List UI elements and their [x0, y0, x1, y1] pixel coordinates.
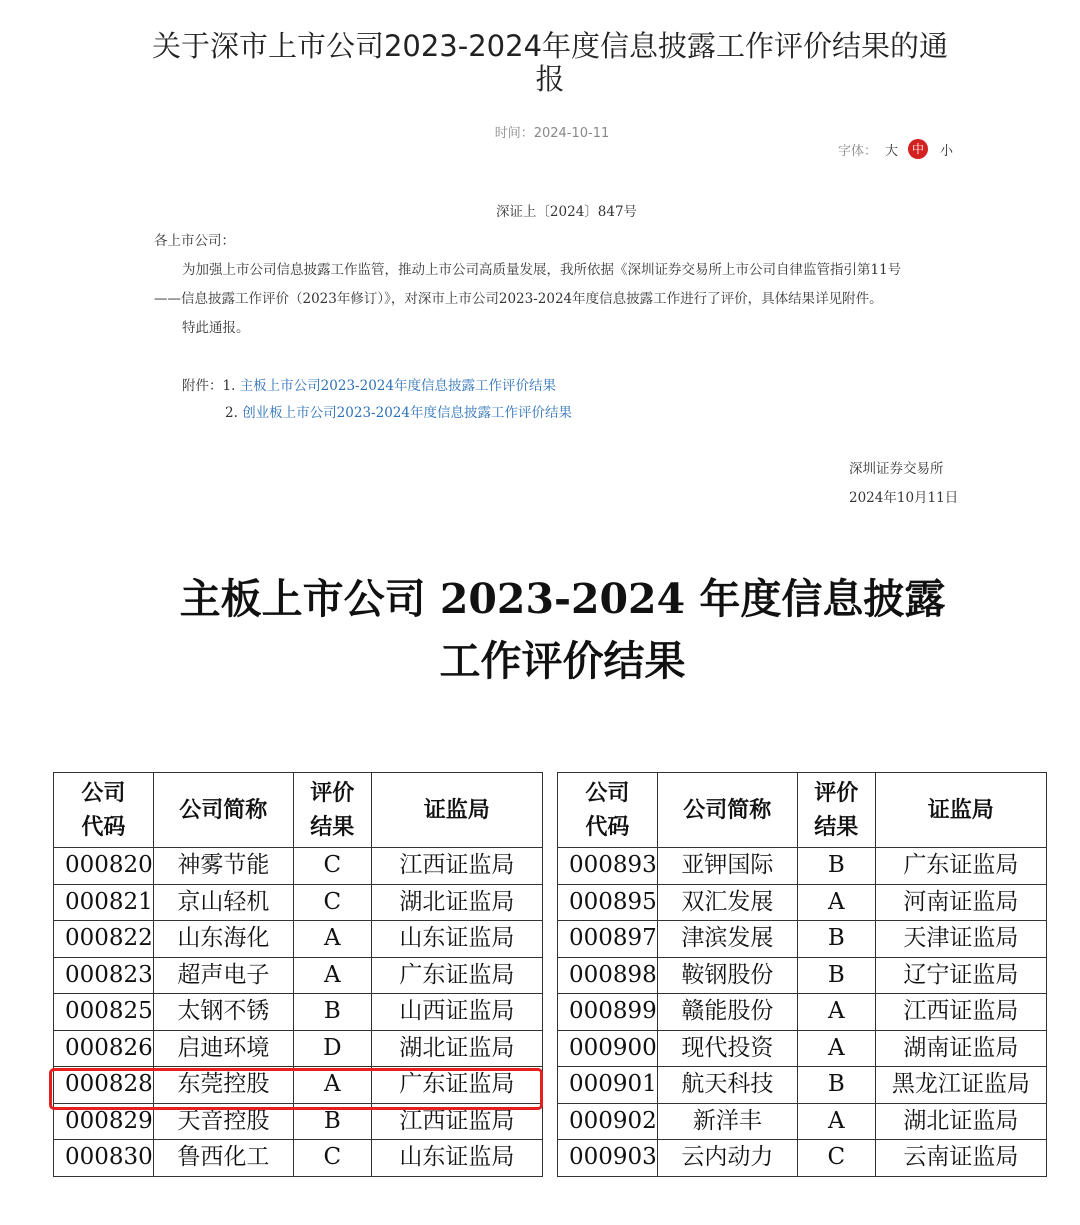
- cell-code: 000897: [558, 921, 658, 958]
- table-row: [558, 994, 1047, 1031]
- cell-name: 超声电子: [153, 957, 293, 994]
- salutation: 各上市公司：: [154, 233, 235, 249]
- cell-rating: A: [797, 1103, 875, 1140]
- cell-rating: B: [797, 1067, 875, 1104]
- cell-bureau: 湖北证监局: [371, 1030, 542, 1067]
- table-row: [54, 921, 543, 958]
- cell-name: 现代投资: [657, 1030, 797, 1067]
- cell-bureau: 云南证监局: [875, 1140, 1046, 1177]
- cell-code: 000821: [54, 884, 154, 921]
- cell-rating: B: [797, 848, 875, 885]
- font-size-medium-option[interactable]: 中: [908, 139, 928, 159]
- font-size-label: 字体：: [838, 143, 878, 159]
- cell-rating: C: [797, 1140, 875, 1177]
- cell-rating: C: [293, 1140, 371, 1177]
- header-rating: 评价 结果: [293, 773, 371, 848]
- cell-bureau: 江西证监局: [875, 994, 1046, 1031]
- font-size-large-option[interactable]: 大: [885, 143, 899, 159]
- signature-date: 2024年10月11日: [849, 490, 959, 506]
- cell-name: 太钢不锈: [153, 994, 293, 1031]
- highlight-annotation-box: [49, 1068, 543, 1110]
- cell-bureau: 湖北证监局: [875, 1103, 1046, 1140]
- attachment-item-2: [225, 401, 572, 421]
- cell-code: 000823: [54, 957, 154, 994]
- cell-code: 000895: [558, 884, 658, 921]
- cell-name: 赣能股份: [657, 994, 797, 1031]
- cell-name: 航天科技: [657, 1067, 797, 1104]
- cell-bureau: 山东证监局: [371, 1140, 542, 1177]
- table-row: [54, 848, 543, 885]
- table-row: [54, 1140, 543, 1177]
- cell-name: 神雾节能: [153, 848, 293, 885]
- table-row: [54, 1030, 543, 1067]
- cell-bureau: 天津证监局: [875, 921, 1046, 958]
- table-row: [54, 994, 543, 1031]
- attachment-index-2: 2.: [225, 405, 238, 421]
- cell-name: 鞍钢股份: [657, 957, 797, 994]
- cell-code: 000903: [558, 1140, 658, 1177]
- cell-bureau: 辽宁证监局: [875, 957, 1046, 994]
- header-name: 公司简称: [657, 773, 797, 848]
- page-cutoff: [0, 1190, 1080, 1225]
- header-code: 公司 代码: [54, 773, 154, 848]
- cell-rating: B: [293, 994, 371, 1031]
- cell-code: 000830: [54, 1140, 154, 1177]
- cell-bureau: 广东证监局: [371, 957, 542, 994]
- header-bureau: 证监局: [371, 773, 542, 848]
- body-paragraph-line-1: 为加强上市公司信息披露工作监管，推动上市公司高质量发展，我所依据《深圳证券交易所上市公司自律监管指引第11号: [182, 262, 902, 278]
- table-row: [558, 848, 1047, 885]
- cell-code: 000829: [54, 1103, 154, 1140]
- table-row: [558, 1030, 1047, 1067]
- table-row: [558, 884, 1047, 921]
- cell-bureau: 湖北证监局: [371, 884, 542, 921]
- publish-time-label: 时间：: [494, 126, 534, 141]
- cell-rating: B: [797, 921, 875, 958]
- signature-organization: 深圳证券交易所: [849, 461, 944, 477]
- attachments-label: 附件：: [182, 378, 223, 394]
- cell-code: 000902: [558, 1103, 658, 1140]
- header-code: 公司 代码: [558, 773, 658, 848]
- notice-title: 关于深市上市公司2023-2024年度信息披露工作评价结果的通报: [151, 29, 949, 96]
- cell-rating: C: [293, 884, 371, 921]
- table-row: [54, 957, 543, 994]
- result-document-title: [0, 568, 1080, 692]
- closing-remark: 特此通报。: [182, 320, 250, 336]
- cell-rating: A: [293, 957, 371, 994]
- cell-bureau: 黑龙江证监局: [875, 1067, 1046, 1104]
- cell-bureau: 湖南证监局: [875, 1030, 1046, 1067]
- cell-name: 新洋丰: [657, 1103, 797, 1140]
- cell-name: 启迪环境: [153, 1030, 293, 1067]
- cell-code: 000899: [558, 994, 658, 1031]
- table-header-row: [558, 773, 1047, 848]
- cell-name: 东莞控股: [153, 1067, 293, 1104]
- cell-rating: D: [293, 1030, 371, 1067]
- publish-time-value: 2024-10-11: [533, 126, 610, 141]
- cell-rating: A: [293, 921, 371, 958]
- cell-name: 天音控股: [153, 1103, 293, 1140]
- cell-rating: A: [797, 884, 875, 921]
- cell-name: 津滨发展: [657, 921, 797, 958]
- cell-rating: B: [293, 1103, 371, 1140]
- cell-name: 亚钾国际: [657, 848, 797, 885]
- cell-code: 000901: [558, 1067, 658, 1104]
- table-row: [558, 1103, 1047, 1140]
- font-size-control: [838, 138, 953, 160]
- table-row: [558, 957, 1047, 994]
- result-title-line-1: 主板上市公司 2023-2024 年度信息披露: [179, 575, 946, 623]
- cell-name: 双汇发展: [657, 884, 797, 921]
- header-bureau: 证监局: [875, 773, 1046, 848]
- cell-bureau: 山东证监局: [371, 921, 542, 958]
- cell-code: 000825: [54, 994, 154, 1031]
- result-title-line-2: 工作评价结果: [439, 637, 686, 685]
- cell-name: 京山轻机: [153, 884, 293, 921]
- cell-rating: A: [797, 994, 875, 1031]
- table-header-row: [54, 773, 543, 848]
- attachment-link-main-board[interactable]: 主板上市公司2023-2024年度信息披露工作评价结果: [239, 378, 556, 394]
- table-row: [558, 1140, 1047, 1177]
- table-row: [558, 1067, 1047, 1104]
- cell-code: 000828: [54, 1067, 154, 1104]
- attachment-link-chinext[interactable]: 创业板上市公司2023-2024年度信息披露工作评价结果: [242, 405, 572, 421]
- cell-code: 000898: [558, 957, 658, 994]
- cell-code: 000893: [558, 848, 658, 885]
- attachment-index-1: 1.: [222, 378, 236, 394]
- cell-rating: B: [797, 957, 875, 994]
- cell-bureau: 河南证监局: [875, 884, 1046, 921]
- cell-name: 鲁西化工: [153, 1140, 293, 1177]
- cell-bureau: 广东证监局: [875, 848, 1046, 885]
- body-paragraph-line-2: ——信息披露工作评价（2023年修订）》，对深市上市公司2023-2024年度信息披露工作进行了评价，具体结果详见附件。: [154, 291, 883, 307]
- cell-bureau: 江西证监局: [371, 848, 542, 885]
- document-number: 深证上〔2024〕847号: [495, 204, 638, 220]
- result-table-right: [557, 772, 1047, 1177]
- cell-code: 000820: [54, 848, 154, 885]
- cell-name: 山东海化: [153, 921, 293, 958]
- cell-rating: A: [797, 1030, 875, 1067]
- font-size-small-option[interactable]: 小: [940, 143, 954, 159]
- cell-bureau: 山西证监局: [371, 994, 542, 1031]
- attachment-item-1: [182, 374, 556, 394]
- cell-rating: A: [293, 1067, 371, 1104]
- cell-name: 云内动力: [657, 1140, 797, 1177]
- result-table-left: [53, 772, 543, 1177]
- cell-bureau: 江西证监局: [371, 1103, 542, 1140]
- header-name: 公司简称: [153, 773, 293, 848]
- cell-code: 000900: [558, 1030, 658, 1067]
- table-row: [54, 884, 543, 921]
- header-rating: 评价 结果: [797, 773, 875, 848]
- cell-code: 000826: [54, 1030, 154, 1067]
- cell-rating: C: [293, 848, 371, 885]
- table-row: [558, 921, 1047, 958]
- cell-bureau: 广东证监局: [371, 1067, 542, 1104]
- cell-code: 000822: [54, 921, 154, 958]
